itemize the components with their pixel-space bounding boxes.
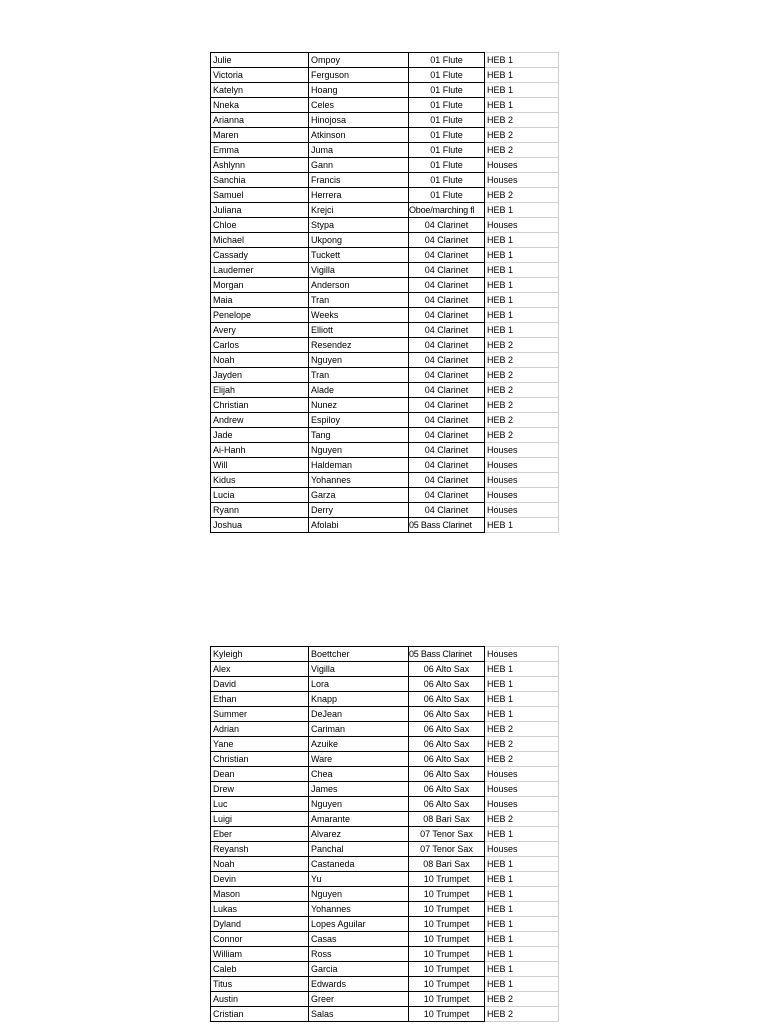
last-name-cell: Vigilla (309, 263, 409, 278)
last-name-cell: Ware (309, 752, 409, 767)
last-name-cell: Yu (309, 872, 409, 887)
last-name-cell: Nguyen (309, 353, 409, 368)
instrument-cell: 10 Trumpet (409, 917, 485, 932)
instrument-cell: 04 Clarinet (409, 248, 485, 263)
group-cell: HEB 1 (485, 263, 559, 278)
last-name-cell: Garcia (309, 962, 409, 977)
first-name-cell: Kyleigh (211, 647, 309, 662)
first-name-cell: Ethan (211, 692, 309, 707)
table-row (211, 443, 559, 458)
instrument-cell: 04 Clarinet (409, 338, 485, 353)
instrument-cell: 06 Alto Sax (409, 692, 485, 707)
first-name-cell: Julie (211, 53, 309, 68)
last-name-cell: Chea (309, 767, 409, 782)
table-row (211, 857, 559, 872)
group-cell: HEB 2 (485, 368, 559, 383)
first-name-cell: Maren (211, 128, 309, 143)
first-name-cell: Chloe (211, 218, 309, 233)
last-name-cell: Tran (309, 368, 409, 383)
first-name-cell: Dyland (211, 917, 309, 932)
first-name-cell: Nneka (211, 98, 309, 113)
first-name-cell: David (211, 677, 309, 692)
group-cell: HEB 2 (485, 812, 559, 827)
group-cell: HEB 2 (485, 353, 559, 368)
table-row (211, 173, 559, 188)
last-name-cell: Tang (309, 428, 409, 443)
last-name-cell: Weeks (309, 308, 409, 323)
instrument-cell: 01 Flute (409, 113, 485, 128)
instrument-cell: 01 Flute (409, 98, 485, 113)
last-name-cell: Salas (309, 1007, 409, 1022)
table-row (211, 518, 559, 533)
instrument-cell: 06 Alto Sax (409, 677, 485, 692)
table-row (211, 842, 559, 857)
instrument-cell: 01 Flute (409, 173, 485, 188)
table-row (211, 398, 559, 413)
table-row (211, 68, 559, 83)
group-cell: Houses (485, 218, 559, 233)
first-name-cell: Elijah (211, 383, 309, 398)
table-row (211, 353, 559, 368)
table-row (211, 812, 559, 827)
instrument-cell: 06 Alto Sax (409, 737, 485, 752)
last-name-cell: Castaneda (309, 857, 409, 872)
group-cell: Houses (485, 767, 559, 782)
last-name-cell: Nguyen (309, 443, 409, 458)
instrument-cell: 04 Clarinet (409, 293, 485, 308)
first-name-cell: Samuel (211, 188, 309, 203)
instrument-cell: 10 Trumpet (409, 932, 485, 947)
group-cell: HEB 1 (485, 932, 559, 947)
first-name-cell: Maia (211, 293, 309, 308)
table-row (211, 158, 559, 173)
first-name-cell: Eber (211, 827, 309, 842)
instrument-cell: 10 Trumpet (409, 902, 485, 917)
last-name-cell: Espiloy (309, 413, 409, 428)
first-name-cell: Dean (211, 767, 309, 782)
last-name-cell: Amarante (309, 812, 409, 827)
group-cell: HEB 2 (485, 428, 559, 443)
first-name-cell: Adrian (211, 722, 309, 737)
group-cell: HEB 1 (485, 203, 559, 218)
last-name-cell: Elliott (309, 323, 409, 338)
last-name-cell: Nguyen (309, 887, 409, 902)
instrument-cell: 01 Flute (409, 158, 485, 173)
roster-table (210, 646, 559, 1022)
group-cell: HEB 1 (485, 323, 559, 338)
group-cell: HEB 1 (485, 278, 559, 293)
instrument-cell: 04 Clarinet (409, 488, 485, 503)
instrument-cell: 06 Alto Sax (409, 707, 485, 722)
last-name-cell: Herrera (309, 188, 409, 203)
table-row (211, 782, 559, 797)
table-row (211, 887, 559, 902)
last-name-cell: Nunez (309, 398, 409, 413)
first-name-cell: Yane (211, 737, 309, 752)
instrument-cell: 08 Bari Sax (409, 812, 485, 827)
group-cell: HEB 2 (485, 413, 559, 428)
group-cell: Houses (485, 503, 559, 518)
instrument-cell: 06 Alto Sax (409, 722, 485, 737)
table-row (211, 1007, 559, 1022)
table-row (211, 752, 559, 767)
last-name-cell: Garza (309, 488, 409, 503)
instrument-cell: 01 Flute (409, 53, 485, 68)
first-name-cell: Penelope (211, 308, 309, 323)
group-cell: Houses (485, 782, 559, 797)
group-cell: HEB 1 (485, 98, 559, 113)
instrument-cell: 10 Trumpet (409, 992, 485, 1007)
first-name-cell: Juliana (211, 203, 309, 218)
table-row (211, 947, 559, 962)
instrument-cell: 04 Clarinet (409, 443, 485, 458)
group-cell: HEB 2 (485, 737, 559, 752)
group-cell: HEB 1 (485, 677, 559, 692)
group-cell: HEB 1 (485, 977, 559, 992)
instrument-cell: 04 Clarinet (409, 218, 485, 233)
instrument-cell: 10 Trumpet (409, 977, 485, 992)
table-row (211, 932, 559, 947)
group-cell: HEB 2 (485, 338, 559, 353)
table-row (211, 413, 559, 428)
first-name-cell: Victoria (211, 68, 309, 83)
table-row (211, 248, 559, 263)
instrument-cell: 07 Tenor Sax (409, 842, 485, 857)
instrument-cell: Oboe/marching fl (409, 203, 485, 218)
group-cell: Houses (485, 458, 559, 473)
instrument-cell: 04 Clarinet (409, 383, 485, 398)
instrument-cell: 04 Clarinet (409, 278, 485, 293)
first-name-cell: Summer (211, 707, 309, 722)
instrument-cell: 10 Trumpet (409, 887, 485, 902)
group-cell: HEB 2 (485, 143, 559, 158)
first-name-cell: Avery (211, 323, 309, 338)
instrument-cell: 01 Flute (409, 68, 485, 83)
last-name-cell: Hoang (309, 83, 409, 98)
group-cell: HEB 1 (485, 917, 559, 932)
last-name-cell: Greer (309, 992, 409, 1007)
group-cell: Houses (485, 173, 559, 188)
instrument-cell: 06 Alto Sax (409, 782, 485, 797)
first-name-cell: Noah (211, 857, 309, 872)
last-name-cell: Gann (309, 158, 409, 173)
last-name-cell: Boettcher (309, 647, 409, 662)
instrument-cell: 06 Alto Sax (409, 797, 485, 812)
last-name-cell: Lopes Aguilar (309, 917, 409, 932)
table-row (211, 98, 559, 113)
group-cell: HEB 1 (485, 308, 559, 323)
last-name-cell: James (309, 782, 409, 797)
table-row (211, 458, 559, 473)
group-cell: HEB 2 (485, 752, 559, 767)
roster-table-block-1 (210, 52, 558, 533)
last-name-cell: Ferguson (309, 68, 409, 83)
instrument-cell: 06 Alto Sax (409, 767, 485, 782)
table-row (211, 827, 559, 842)
table-row (211, 308, 559, 323)
group-cell: Houses (485, 488, 559, 503)
table-row (211, 428, 559, 443)
instrument-cell: 04 Clarinet (409, 428, 485, 443)
group-cell: HEB 2 (485, 113, 559, 128)
last-name-cell: Juma (309, 143, 409, 158)
instrument-cell: 04 Clarinet (409, 323, 485, 338)
instrument-cell: 10 Trumpet (409, 947, 485, 962)
roster-table-block-2 (210, 646, 558, 1022)
last-name-cell: Anderson (309, 278, 409, 293)
group-cell: HEB 2 (485, 722, 559, 737)
table-row (211, 323, 559, 338)
first-name-cell: Luigi (211, 812, 309, 827)
first-name-cell: Kidus (211, 473, 309, 488)
first-name-cell: Devin (211, 872, 309, 887)
first-name-cell: Mason (211, 887, 309, 902)
first-name-cell: Emma (211, 143, 309, 158)
first-name-cell: Alex (211, 662, 309, 677)
first-name-cell: Christian (211, 752, 309, 767)
last-name-cell: Haldeman (309, 458, 409, 473)
first-name-cell: Arianna (211, 113, 309, 128)
last-name-cell: Lora (309, 677, 409, 692)
group-cell: HEB 1 (485, 248, 559, 263)
last-name-cell: Francis (309, 173, 409, 188)
group-cell: HEB 1 (485, 83, 559, 98)
table-row (211, 917, 559, 932)
last-name-cell: Ompoy (309, 53, 409, 68)
first-name-cell: Drew (211, 782, 309, 797)
table-row (211, 992, 559, 1007)
table-row (211, 383, 559, 398)
last-name-cell: Azuike (309, 737, 409, 752)
group-cell: Houses (485, 797, 559, 812)
instrument-cell: 04 Clarinet (409, 368, 485, 383)
first-name-cell: Michael (211, 233, 309, 248)
first-name-cell: Ryann (211, 503, 309, 518)
instrument-cell: 10 Trumpet (409, 1007, 485, 1022)
table-row (211, 293, 559, 308)
table-row (211, 233, 559, 248)
table-row (211, 53, 559, 68)
group-cell: HEB 1 (485, 857, 559, 872)
last-name-cell: Yohannes (309, 902, 409, 917)
group-cell: HEB 2 (485, 383, 559, 398)
instrument-cell: 01 Flute (409, 128, 485, 143)
group-cell: HEB 2 (485, 1007, 559, 1022)
table-row (211, 902, 559, 917)
group-cell: HEB 1 (485, 518, 559, 533)
group-cell: HEB 1 (485, 662, 559, 677)
last-name-cell: Ross (309, 947, 409, 962)
group-cell: Houses (485, 443, 559, 458)
instrument-cell: 01 Flute (409, 83, 485, 98)
table-row (211, 188, 559, 203)
group-cell: HEB 1 (485, 887, 559, 902)
table-row (211, 872, 559, 887)
group-cell: HEB 1 (485, 53, 559, 68)
instrument-cell: 04 Clarinet (409, 308, 485, 323)
table-row (211, 263, 559, 278)
first-name-cell: Austin (211, 992, 309, 1007)
instrument-cell: 05 Bass Clarinet (409, 647, 485, 662)
first-name-cell: Sanchia (211, 173, 309, 188)
first-name-cell: Cristian (211, 1007, 309, 1022)
group-cell: HEB 1 (485, 692, 559, 707)
table-row (211, 722, 559, 737)
last-name-cell: Alade (309, 383, 409, 398)
last-name-cell: Hinojosa (309, 113, 409, 128)
table-row (211, 203, 559, 218)
last-name-cell: Derry (309, 503, 409, 518)
first-name-cell: Luc (211, 797, 309, 812)
group-cell: HEB 1 (485, 962, 559, 977)
table-row (211, 488, 559, 503)
table-row (211, 647, 559, 662)
first-name-cell: Cassady (211, 248, 309, 263)
first-name-cell: Will (211, 458, 309, 473)
first-name-cell: Jade (211, 428, 309, 443)
last-name-cell: Ukpong (309, 233, 409, 248)
first-name-cell: Jayden (211, 368, 309, 383)
first-name-cell: Joshua (211, 518, 309, 533)
first-name-cell: Laudemer (211, 263, 309, 278)
table-row (211, 113, 559, 128)
first-name-cell: Ashlynn (211, 158, 309, 173)
instrument-cell: 04 Clarinet (409, 413, 485, 428)
table-row (211, 338, 559, 353)
table-row (211, 707, 559, 722)
last-name-cell: Atkinson (309, 128, 409, 143)
table-row (211, 278, 559, 293)
group-cell: HEB 1 (485, 827, 559, 842)
instrument-cell: 08 Bari Sax (409, 857, 485, 872)
instrument-cell: 04 Clarinet (409, 473, 485, 488)
group-cell: HEB 2 (485, 128, 559, 143)
group-cell: HEB 1 (485, 902, 559, 917)
instrument-cell: 01 Flute (409, 188, 485, 203)
table-row (211, 503, 559, 518)
last-name-cell: Knapp (309, 692, 409, 707)
group-cell: HEB 1 (485, 233, 559, 248)
group-cell: HEB 1 (485, 872, 559, 887)
instrument-cell: 04 Clarinet (409, 458, 485, 473)
instrument-cell: 06 Alto Sax (409, 662, 485, 677)
last-name-cell: Resendez (309, 338, 409, 353)
last-name-cell: Yohannes (309, 473, 409, 488)
group-cell: HEB 1 (485, 68, 559, 83)
first-name-cell: Lucia (211, 488, 309, 503)
table-row (211, 737, 559, 752)
group-cell: HEB 2 (485, 992, 559, 1007)
group-cell: HEB 1 (485, 293, 559, 308)
instrument-cell: 01 Flute (409, 143, 485, 158)
instrument-cell: 04 Clarinet (409, 503, 485, 518)
instrument-cell: 04 Clarinet (409, 263, 485, 278)
table-row (211, 368, 559, 383)
table-row (211, 662, 559, 677)
first-name-cell: Titus (211, 977, 309, 992)
instrument-cell: 06 Alto Sax (409, 752, 485, 767)
group-cell: Houses (485, 158, 559, 173)
instrument-cell: 04 Clarinet (409, 398, 485, 413)
instrument-cell: 04 Clarinet (409, 353, 485, 368)
last-name-cell: Casas (309, 932, 409, 947)
table-row (211, 797, 559, 812)
first-name-cell: Andrew (211, 413, 309, 428)
table-row (211, 962, 559, 977)
group-cell: HEB 1 (485, 707, 559, 722)
instrument-cell: 10 Trumpet (409, 962, 485, 977)
group-cell: HEB 2 (485, 398, 559, 413)
table-row (211, 128, 559, 143)
first-name-cell: Morgan (211, 278, 309, 293)
last-name-cell: Afolabi (309, 518, 409, 533)
last-name-cell: Alvarez (309, 827, 409, 842)
table-row (211, 83, 559, 98)
group-cell: Houses (485, 647, 559, 662)
table-row (211, 977, 559, 992)
instrument-cell: 07 Tenor Sax (409, 827, 485, 842)
last-name-cell: Panchal (309, 842, 409, 857)
last-name-cell: Stypa (309, 218, 409, 233)
group-cell: Houses (485, 473, 559, 488)
roster-table (210, 52, 559, 533)
instrument-cell: 05 Bass Clarinet (409, 518, 485, 533)
table-row (211, 692, 559, 707)
table-row (211, 767, 559, 782)
first-name-cell: Noah (211, 353, 309, 368)
last-name-cell: DeJean (309, 707, 409, 722)
table-row (211, 143, 559, 158)
table-row (211, 218, 559, 233)
last-name-cell: Krejci (309, 203, 409, 218)
instrument-cell: 10 Trumpet (409, 872, 485, 887)
first-name-cell: Katelyn (211, 83, 309, 98)
first-name-cell: William (211, 947, 309, 962)
instrument-cell: 04 Clarinet (409, 233, 485, 248)
group-cell: HEB 1 (485, 947, 559, 962)
first-name-cell: Ai-Hanh (211, 443, 309, 458)
group-cell: HEB 2 (485, 188, 559, 203)
first-name-cell: Caleb (211, 962, 309, 977)
first-name-cell: Carlos (211, 338, 309, 353)
first-name-cell: Reyansh (211, 842, 309, 857)
last-name-cell: Tran (309, 293, 409, 308)
last-name-cell: Edwards (309, 977, 409, 992)
first-name-cell: Lukas (211, 902, 309, 917)
last-name-cell: Vigilla (309, 662, 409, 677)
last-name-cell: Tuckett (309, 248, 409, 263)
table-row (211, 677, 559, 692)
last-name-cell: Nguyen (309, 797, 409, 812)
first-name-cell: Christian (211, 398, 309, 413)
first-name-cell: Connor (211, 932, 309, 947)
table-row (211, 473, 559, 488)
last-name-cell: Celes (309, 98, 409, 113)
group-cell: Houses (485, 842, 559, 857)
last-name-cell: Cariman (309, 722, 409, 737)
